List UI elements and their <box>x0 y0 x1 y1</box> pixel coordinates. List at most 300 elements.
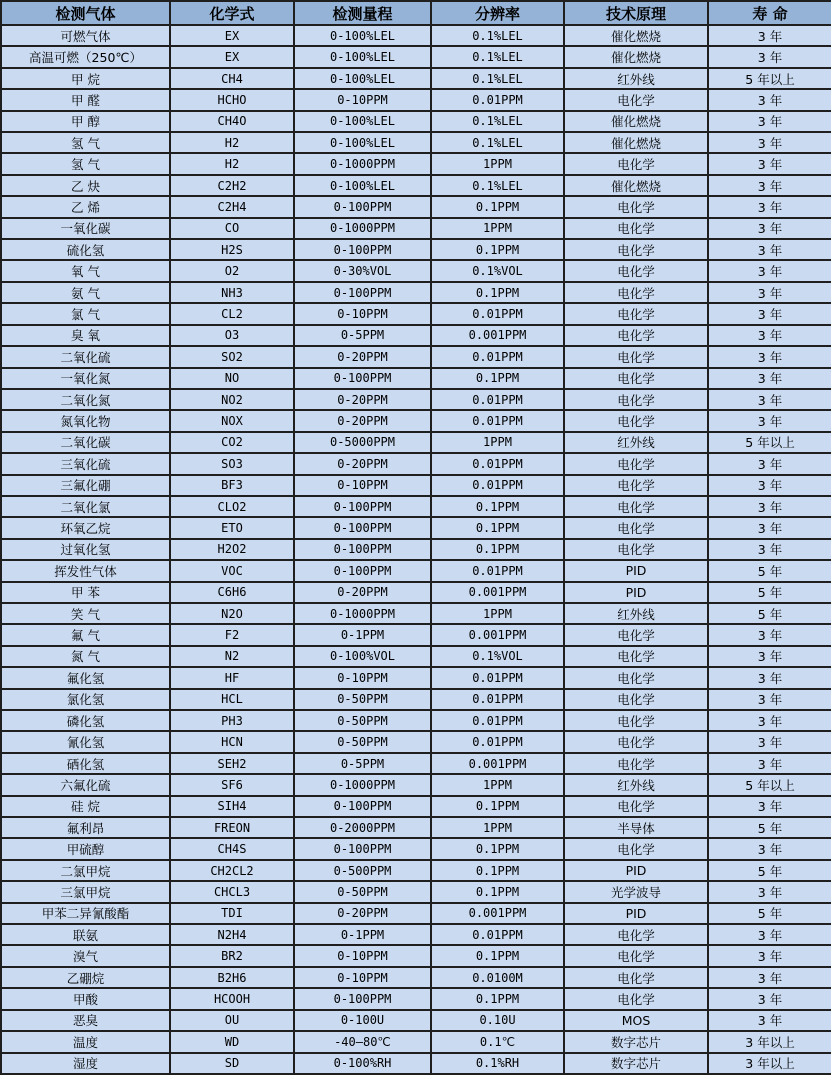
table-cell: 0.1℃ <box>431 1031 564 1052</box>
table-cell: H2 <box>170 132 294 153</box>
table-cell: 硫化氢 <box>1 239 170 260</box>
table-cell: 0.01PPM <box>431 667 564 688</box>
table-cell: N2O <box>170 603 294 624</box>
table-cell: 0.01PPM <box>431 410 564 431</box>
table-cell: 0.1%VOL <box>431 260 564 281</box>
table-cell: SO3 <box>170 453 294 474</box>
table-cell: OU <box>170 1010 294 1031</box>
table-cell: 电化学 <box>564 153 708 174</box>
table-cell: 电化学 <box>564 196 708 217</box>
table-cell: 3 年 <box>708 410 831 431</box>
table-cell: 3 年 <box>708 838 831 859</box>
table-cell: 0.01PPM <box>431 475 564 496</box>
table-cell: 3 年 <box>708 475 831 496</box>
table-cell: HCL <box>170 689 294 710</box>
table-cell: 0.01PPM <box>431 689 564 710</box>
table-cell: 0-100%LEL <box>294 111 431 132</box>
table-row <box>1 453 831 474</box>
table-row <box>1 582 831 603</box>
table-cell: 3 年 <box>708 260 831 281</box>
table-cell: 0-500PPM <box>294 860 431 881</box>
table-cell: CO2 <box>170 432 294 453</box>
table-cell: 0-10PPM <box>294 945 431 966</box>
table-cell: 0.1%LEL <box>431 68 564 89</box>
table-cell: 0-100PPM <box>294 560 431 581</box>
table-cell: 3 年 <box>708 689 831 710</box>
table-cell: 电化学 <box>564 796 708 817</box>
table-cell: 3 年 <box>708 945 831 966</box>
table-cell: 0-50PPM <box>294 731 431 752</box>
table-cell: N2 <box>170 646 294 667</box>
table-cell: H2O2 <box>170 539 294 560</box>
table-cell: 3 年 <box>708 325 831 346</box>
table-cell: 电化学 <box>564 838 708 859</box>
table-cell: BR2 <box>170 945 294 966</box>
table-cell: 0-100PPM <box>294 838 431 859</box>
table-cell: NOX <box>170 410 294 431</box>
table-cell: 0.1PPM <box>431 517 564 538</box>
table-cell: 5 年以上 <box>708 68 831 89</box>
table-cell: 电化学 <box>564 924 708 945</box>
table-cell: 氰化氢 <box>1 731 170 752</box>
table-cell: WD <box>170 1031 294 1052</box>
table-cell: 3 年 <box>708 389 831 410</box>
table-cell: 3 年 <box>708 282 831 303</box>
table-cell: 5 年 <box>708 817 831 838</box>
table-cell: 3 年 <box>708 967 831 988</box>
table-cell: 3 年 <box>708 496 831 517</box>
table-cell: 氨 气 <box>1 282 170 303</box>
table-cell: 0.1PPM <box>431 945 564 966</box>
table-cell: 0-100PPM <box>294 988 431 1009</box>
table-cell: BF3 <box>170 475 294 496</box>
table-cell: 3 年 <box>708 453 831 474</box>
table-cell: 3 年 <box>708 646 831 667</box>
table-cell: 0.1%RH <box>431 1053 564 1075</box>
table-row <box>1 389 831 410</box>
table-row <box>1 25 831 46</box>
table-cell: 0.1%LEL <box>431 46 564 67</box>
table-row <box>1 196 831 217</box>
table-cell: SD <box>170 1053 294 1075</box>
table-cell: 3 年 <box>708 303 831 324</box>
table-row <box>1 945 831 966</box>
table-cell: 0-100PPM <box>294 517 431 538</box>
table-cell: 1PPM <box>431 218 564 239</box>
table-cell: 电化学 <box>564 368 708 389</box>
table-row <box>1 646 831 667</box>
table-row <box>1 303 831 324</box>
table-cell: 1PPM <box>431 432 564 453</box>
table-row <box>1 753 831 774</box>
table-cell: 挥发性气体 <box>1 560 170 581</box>
table-cell: 3 年 <box>708 539 831 560</box>
table-cell: 电化学 <box>564 667 708 688</box>
table-cell: 电化学 <box>564 539 708 560</box>
table-cell: SO2 <box>170 346 294 367</box>
table-body <box>1 25 831 1074</box>
table-cell: 电化学 <box>564 945 708 966</box>
table-cell: 0-10PPM <box>294 667 431 688</box>
table-cell: 笑 气 <box>1 603 170 624</box>
table-cell: 0-5PPM <box>294 325 431 346</box>
table-cell: 0-100%LEL <box>294 25 431 46</box>
table-cell: 5 年 <box>708 860 831 881</box>
column-header-2: 化学式 <box>170 1 294 25</box>
table-cell: 电化学 <box>564 453 708 474</box>
table-cell: 3 年以上 <box>708 1031 831 1052</box>
table-cell: CHCL3 <box>170 881 294 902</box>
table-cell: HCHO <box>170 89 294 110</box>
table-cell: 0-1000PPM <box>294 153 431 174</box>
table-cell: 二氧化氯 <box>1 496 170 517</box>
table-cell: 0-50PPM <box>294 689 431 710</box>
table-row <box>1 1053 831 1075</box>
table-cell: PID <box>564 582 708 603</box>
table-cell: 甲 烷 <box>1 68 170 89</box>
table-cell: 电化学 <box>564 624 708 645</box>
table-cell: 环氧乙烷 <box>1 517 170 538</box>
table-cell: 0.10U <box>431 1010 564 1031</box>
table-cell: 0-1000PPM <box>294 218 431 239</box>
table-cell: B2H6 <box>170 967 294 988</box>
table-cell: 0.1PPM <box>431 838 564 859</box>
table-row <box>1 539 831 560</box>
table-row <box>1 667 831 688</box>
table-cell: 1PPM <box>431 817 564 838</box>
table-cell: 0.1PPM <box>431 988 564 1009</box>
table-cell: 5 年 <box>708 560 831 581</box>
table-cell: 0-20PPM <box>294 453 431 474</box>
table-cell: CO <box>170 218 294 239</box>
table-cell: 0-10PPM <box>294 475 431 496</box>
table-cell: 三氟化硼 <box>1 475 170 496</box>
table-cell: 0.01PPM <box>431 303 564 324</box>
table-row <box>1 817 831 838</box>
table-cell: 0.1%LEL <box>431 132 564 153</box>
table-cell: 氟化氢 <box>1 667 170 688</box>
table-row <box>1 924 831 945</box>
table-cell: MOS <box>564 1010 708 1031</box>
table-cell: 3 年 <box>708 368 831 389</box>
table-cell: 1PPM <box>431 153 564 174</box>
table-cell: 0.1PPM <box>431 239 564 260</box>
table-cell: FREON <box>170 817 294 838</box>
table-cell: 高温可燃（250℃） <box>1 46 170 67</box>
table-cell: 甲酸 <box>1 988 170 1009</box>
table-cell: 0.1PPM <box>431 539 564 560</box>
table-cell: 0-100%RH <box>294 1053 431 1075</box>
table-row <box>1 218 831 239</box>
table-cell: NH3 <box>170 282 294 303</box>
table-cell: 硒化氢 <box>1 753 170 774</box>
table-cell: 湿度 <box>1 1053 170 1075</box>
table-cell: 0-100%LEL <box>294 132 431 153</box>
table-row <box>1 796 831 817</box>
table-cell: 0-10PPM <box>294 967 431 988</box>
table-row <box>1 624 831 645</box>
table-cell: 3 年 <box>708 153 831 174</box>
table-cell: 氟 气 <box>1 624 170 645</box>
table-cell: 0-50PPM <box>294 710 431 731</box>
table-cell: 电化学 <box>564 260 708 281</box>
table-row <box>1 860 831 881</box>
table-cell: 0.1PPM <box>431 881 564 902</box>
table-cell: 0.01PPM <box>431 389 564 410</box>
table-cell: 0.01PPM <box>431 560 564 581</box>
table-cell: 可燃气体 <box>1 25 170 46</box>
table-row <box>1 368 831 389</box>
table-cell: SIH4 <box>170 796 294 817</box>
table-cell: 甲 醇 <box>1 111 170 132</box>
table-cell: 催化燃烧 <box>564 111 708 132</box>
table-cell: 红外线 <box>564 68 708 89</box>
table-cell: 三氯甲烷 <box>1 881 170 902</box>
table-cell: 二氧化碳 <box>1 432 170 453</box>
table-cell: 0-1000PPM <box>294 774 431 795</box>
table-cell: 电化学 <box>564 389 708 410</box>
table-cell: 磷化氢 <box>1 710 170 731</box>
table-row <box>1 517 831 538</box>
table-row <box>1 282 831 303</box>
table-cell: 0.1%LEL <box>431 175 564 196</box>
table-row <box>1 410 831 431</box>
table-cell: 红外线 <box>564 774 708 795</box>
table-cell: 电化学 <box>564 517 708 538</box>
table-cell: 0.1PPM <box>431 860 564 881</box>
table-cell: 3 年 <box>708 988 831 1009</box>
table-cell: 5 年以上 <box>708 774 831 795</box>
table-row <box>1 838 831 859</box>
table-cell: 3 年 <box>708 346 831 367</box>
table-cell: 0-2000PPM <box>294 817 431 838</box>
table-cell: 0.01PPM <box>431 89 564 110</box>
table-header <box>1 1 831 25</box>
table-cell: 3 年 <box>708 710 831 731</box>
table-cell: NO <box>170 368 294 389</box>
table-cell: 二氧化氮 <box>1 389 170 410</box>
table-cell: 0-100PPM <box>294 796 431 817</box>
table-cell: 0-20PPM <box>294 346 431 367</box>
table-cell: 甲 醛 <box>1 89 170 110</box>
table-cell: PH3 <box>170 710 294 731</box>
table-cell: 1PPM <box>431 774 564 795</box>
table-cell: ETO <box>170 517 294 538</box>
table-cell: 氮氧化物 <box>1 410 170 431</box>
table-cell: 0.1PPM <box>431 796 564 817</box>
table-cell: 3 年 <box>708 175 831 196</box>
table-cell: F2 <box>170 624 294 645</box>
table-cell: 5 年 <box>708 903 831 924</box>
table-row <box>1 881 831 902</box>
table-cell: 0.001PPM <box>431 325 564 346</box>
table-cell: 1PPM <box>431 603 564 624</box>
table-cell: 乙 烯 <box>1 196 170 217</box>
table-cell: 电化学 <box>564 496 708 517</box>
table-cell: 0-1PPM <box>294 924 431 945</box>
table-row <box>1 175 831 196</box>
table-cell: 0.1PPM <box>431 196 564 217</box>
table-row <box>1 46 831 67</box>
table-cell: 0-1000PPM <box>294 603 431 624</box>
table-cell: PID <box>564 903 708 924</box>
table-cell: CH4 <box>170 68 294 89</box>
table-cell: 电化学 <box>564 710 708 731</box>
table-cell: 一氧化氮 <box>1 368 170 389</box>
table-cell: TDI <box>170 903 294 924</box>
table-cell: 0.01PPM <box>431 731 564 752</box>
table-cell: CH4S <box>170 838 294 859</box>
table-cell: HCOOH <box>170 988 294 1009</box>
table-cell: 0-30%VOL <box>294 260 431 281</box>
table-cell: 联氨 <box>1 924 170 945</box>
table-cell: 红外线 <box>564 432 708 453</box>
table-row <box>1 967 831 988</box>
table-cell: 3 年 <box>708 731 831 752</box>
column-header-1: 检测气体 <box>1 1 170 25</box>
table-cell: HF <box>170 667 294 688</box>
table-row <box>1 903 831 924</box>
table-cell: 0-20PPM <box>294 903 431 924</box>
table-cell: 二氧化硫 <box>1 346 170 367</box>
table-cell: CH2CL2 <box>170 860 294 881</box>
table-row <box>1 560 831 581</box>
table-cell: 氯 气 <box>1 303 170 324</box>
table-cell: 0-100PPM <box>294 539 431 560</box>
table-cell: 3 年 <box>708 132 831 153</box>
table-cell: 甲硫醇 <box>1 838 170 859</box>
table-row <box>1 153 831 174</box>
table-cell: 0-100PPM <box>294 239 431 260</box>
table-cell: PID <box>564 560 708 581</box>
table-row <box>1 1010 831 1031</box>
table-cell: 0-100%LEL <box>294 175 431 196</box>
table-cell: 0-100U <box>294 1010 431 1031</box>
table-cell: C2H4 <box>170 196 294 217</box>
table-cell: SF6 <box>170 774 294 795</box>
table-cell: 电化学 <box>564 475 708 496</box>
table-row <box>1 710 831 731</box>
table-cell: 数字芯片 <box>564 1031 708 1052</box>
table-cell: 氟利昂 <box>1 817 170 838</box>
table-cell: 3 年 <box>708 796 831 817</box>
table-cell: 氢 气 <box>1 132 170 153</box>
table-row <box>1 475 831 496</box>
table-cell: 电化学 <box>564 282 708 303</box>
table-cell: O3 <box>170 325 294 346</box>
table-cell: NO2 <box>170 389 294 410</box>
table-cell: 乙硼烷 <box>1 967 170 988</box>
table-cell: 电化学 <box>564 346 708 367</box>
table-cell: 0.01PPM <box>431 453 564 474</box>
table-row <box>1 111 831 132</box>
table-cell: 0.0100M <box>431 967 564 988</box>
table-cell: 0-1PPM <box>294 624 431 645</box>
table-cell: 0-100%LEL <box>294 68 431 89</box>
table-cell: 电化学 <box>564 218 708 239</box>
table-cell: 电化学 <box>564 410 708 431</box>
table-cell: 5 年 <box>708 582 831 603</box>
table-row <box>1 68 831 89</box>
table-cell: 3 年 <box>708 46 831 67</box>
table-cell: 电化学 <box>564 325 708 346</box>
table-row <box>1 603 831 624</box>
table-row <box>1 432 831 453</box>
table-cell: 0.01PPM <box>431 346 564 367</box>
table-cell: 3 年 <box>708 753 831 774</box>
table-cell: SEH2 <box>170 753 294 774</box>
table-row <box>1 731 831 752</box>
table-cell: 甲 苯 <box>1 582 170 603</box>
table-cell: 0.1%LEL <box>431 25 564 46</box>
table-cell: 六氟化硫 <box>1 774 170 795</box>
table-cell: 光学波导 <box>564 881 708 902</box>
table-cell: CH4O <box>170 111 294 132</box>
table-cell: EX <box>170 25 294 46</box>
table-cell: 半导体 <box>564 817 708 838</box>
table-cell: 溴气 <box>1 945 170 966</box>
table-cell: 电化学 <box>564 239 708 260</box>
table-cell: 0-10PPM <box>294 303 431 324</box>
table-cell: N2H4 <box>170 924 294 945</box>
table-cell: 0.001PPM <box>431 624 564 645</box>
table-cell: 3 年 <box>708 1010 831 1031</box>
table-cell: 氮 气 <box>1 646 170 667</box>
table-cell: 甲苯二异氰酸酯 <box>1 903 170 924</box>
table-cell: -40—80℃ <box>294 1031 431 1052</box>
table-row <box>1 689 831 710</box>
table-cell: 0.1PPM <box>431 496 564 517</box>
table-cell: EX <box>170 46 294 67</box>
table-cell: 0-5PPM <box>294 753 431 774</box>
table-cell: 0.1PPM <box>431 282 564 303</box>
table-cell: 氧 气 <box>1 260 170 281</box>
table-cell: 硅 烷 <box>1 796 170 817</box>
table-cell: 3 年 <box>708 881 831 902</box>
table-cell: 0-100PPM <box>294 196 431 217</box>
table-row <box>1 325 831 346</box>
header-row <box>1 1 831 25</box>
table-row <box>1 1031 831 1052</box>
table-cell: 0.001PPM <box>431 582 564 603</box>
table-cell: 0-100%VOL <box>294 646 431 667</box>
table-cell: 0-100PPM <box>294 282 431 303</box>
table-cell: 催化燃烧 <box>564 132 708 153</box>
table-cell: 0-20PPM <box>294 389 431 410</box>
table-cell: 0-100PPM <box>294 496 431 517</box>
table-cell: O2 <box>170 260 294 281</box>
table-cell: 电化学 <box>564 988 708 1009</box>
table-cell: 0.001PPM <box>431 903 564 924</box>
table-cell: 0.1PPM <box>431 368 564 389</box>
table-cell: VOC <box>170 560 294 581</box>
column-header-4: 分辨率 <box>431 1 564 25</box>
table-row <box>1 774 831 795</box>
table-row <box>1 89 831 110</box>
table-cell: 0.01PPM <box>431 924 564 945</box>
table-cell: 催化燃烧 <box>564 25 708 46</box>
table-cell: PID <box>564 860 708 881</box>
table-cell: 电化学 <box>564 967 708 988</box>
table-cell: 二氯甲烷 <box>1 860 170 881</box>
table-cell: 5 年以上 <box>708 432 831 453</box>
table-cell: 3 年 <box>708 239 831 260</box>
table-cell: 5 年 <box>708 603 831 624</box>
table-cell: 0-5000PPM <box>294 432 431 453</box>
table-cell: 0-20PPM <box>294 410 431 431</box>
table-cell: 3 年 <box>708 89 831 110</box>
table-cell: 3 年 <box>708 667 831 688</box>
